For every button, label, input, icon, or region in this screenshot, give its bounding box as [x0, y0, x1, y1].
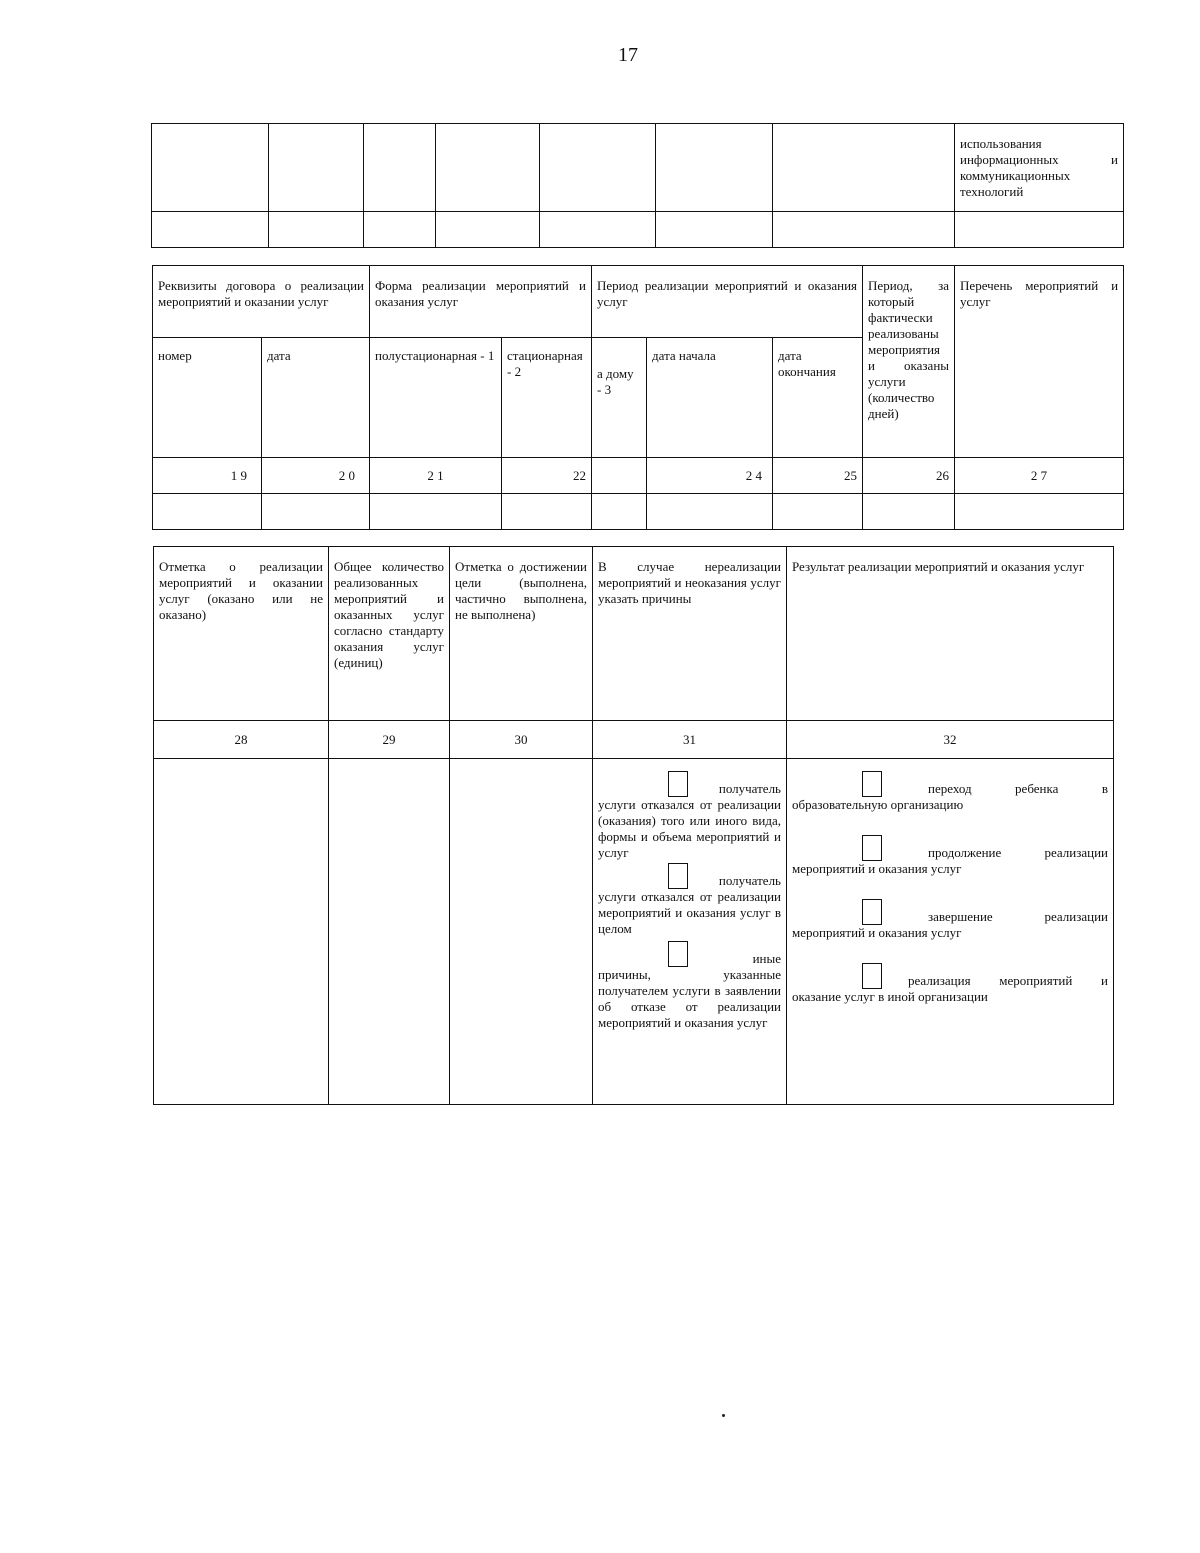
- col-number: 31: [593, 721, 787, 759]
- checkbox[interactable]: [862, 963, 882, 989]
- checkbox[interactable]: [862, 899, 882, 925]
- col-number: 25: [773, 458, 863, 494]
- header-contract: Реквизиты договора о реализации мероприятий и оказании услуг: [153, 266, 370, 338]
- option-text: мероприятий и оказания услуг: [792, 925, 962, 940]
- header-reasons: В случае нереализации мероприятий и неоказания услуг указать причины: [593, 547, 787, 721]
- continuation-table: [151, 123, 1124, 248]
- table-cell: [773, 124, 955, 212]
- table-cell: [329, 759, 450, 1105]
- table-cell: [152, 124, 269, 212]
- reason-option: [598, 863, 781, 937]
- table-cell: [153, 494, 262, 530]
- result-table: [153, 546, 1114, 1105]
- table-cell: [592, 494, 647, 530]
- reasons-cell: [593, 759, 787, 1105]
- table-cell: [656, 212, 773, 248]
- table-cell: [152, 212, 269, 248]
- option-text: причины, указанные получателем услуги в заявлении об отказе от реализации мероприятий и оказания услуг: [598, 967, 781, 1030]
- col-number: 26: [863, 458, 955, 494]
- table-cell: [773, 494, 863, 530]
- table-cell: [436, 212, 540, 248]
- result-option: [792, 835, 1108, 877]
- scan-speck: [722, 1414, 725, 1417]
- col-number: 32: [787, 721, 1114, 759]
- col-number: 28: [154, 721, 329, 759]
- reason-option: [598, 771, 781, 861]
- header-start: дата начала: [647, 338, 773, 458]
- table-cell: [773, 212, 955, 248]
- table-cell: [450, 759, 593, 1105]
- option-first-line: иные: [752, 951, 781, 966]
- option-first-line: реализация мероприятий и: [908, 973, 1108, 988]
- table-cell: [364, 212, 436, 248]
- header-mark: Отметка о реализации мероприятий и оказании услуг (оказано или не оказано): [154, 547, 329, 721]
- col-number: [592, 458, 647, 494]
- col-number: 2 7: [955, 458, 1124, 494]
- option-first-line: получатель: [718, 873, 781, 888]
- option-text: оказание услуг в иной организации: [792, 989, 988, 1004]
- header-semi: полустационарная - 1: [370, 338, 502, 458]
- checkbox[interactable]: [668, 941, 688, 967]
- option-first-line: получатель: [718, 781, 781, 796]
- result-option: [792, 963, 1108, 1005]
- result-option: [792, 899, 1108, 941]
- col-number: 1 9: [153, 458, 262, 494]
- header-goal: Отметка о достижении цели (выполнена, частично выполнена, не выполнена): [450, 547, 593, 721]
- header-date: дата: [262, 338, 370, 458]
- option-text: мероприятий и оказания услуг: [792, 861, 962, 876]
- header-stationary: стационарная - 2: [502, 338, 592, 458]
- table-cell: [540, 124, 656, 212]
- header-form: Форма реализации мероприятий и оказания услуг: [370, 266, 592, 338]
- col-number: 2 4: [647, 458, 773, 494]
- table-cell: [540, 212, 656, 248]
- table-cell: [269, 212, 364, 248]
- page-number: 17: [618, 44, 638, 66]
- header-list: Перечень мероприятий и услуг: [955, 266, 1124, 458]
- checkbox[interactable]: [862, 835, 882, 861]
- table-cell: [863, 494, 955, 530]
- option-first-line: переход ребенка в: [928, 781, 1108, 796]
- header-total: Общее количество реализованных мероприятий и оказанных услуг согласно стандарту оказания услуг (единиц): [329, 547, 450, 721]
- contract-period-table: [152, 265, 1124, 530]
- option-text: услуги отказался от реализации мероприятий и оказания услуг в целом: [598, 889, 781, 936]
- header-end: дата окончания: [773, 338, 863, 458]
- ict-note-cell: использования информационных и коммуникационных технологий: [955, 124, 1124, 212]
- table-cell: [502, 494, 592, 530]
- option-first-line: завершение реализации: [928, 909, 1108, 924]
- table-cell: [436, 124, 540, 212]
- option-first-line: продолжение реализации: [928, 845, 1108, 860]
- option-text: услуги отказался от реализации (оказания) того или иного вида, формы и объема мероприятий и услуг: [598, 797, 781, 860]
- reason-option: [598, 941, 781, 1031]
- table-cell: [955, 494, 1124, 530]
- table-cell: [647, 494, 773, 530]
- col-number: 29: [329, 721, 450, 759]
- header-home: а дому - 3: [592, 338, 647, 458]
- checkbox[interactable]: [668, 863, 688, 889]
- table-cell: [364, 124, 436, 212]
- header-days: Период, за который фактически реализованы мероприятия и оказаны услуги (количество дней): [863, 266, 955, 458]
- header-period: Период реализации мероприятий и оказания услуг: [592, 266, 863, 338]
- checkbox[interactable]: [668, 771, 688, 797]
- option-text: образовательную организацию: [792, 797, 964, 812]
- header-result: Результат реализации мероприятий и оказания услуг: [787, 547, 1114, 721]
- table-cell: [370, 494, 502, 530]
- col-number: 30: [450, 721, 593, 759]
- header-number: номер: [153, 338, 262, 458]
- col-number: 22: [502, 458, 592, 494]
- table-cell: [154, 759, 329, 1105]
- table-cell: [262, 494, 370, 530]
- table-cell: [656, 124, 773, 212]
- checkbox[interactable]: [862, 771, 882, 797]
- col-number: 2 0: [262, 458, 370, 494]
- table-cell: [269, 124, 364, 212]
- result-options-cell: [787, 759, 1114, 1105]
- table-cell: [955, 212, 1124, 248]
- result-option: [792, 771, 1108, 813]
- col-number: 2 1: [370, 458, 502, 494]
